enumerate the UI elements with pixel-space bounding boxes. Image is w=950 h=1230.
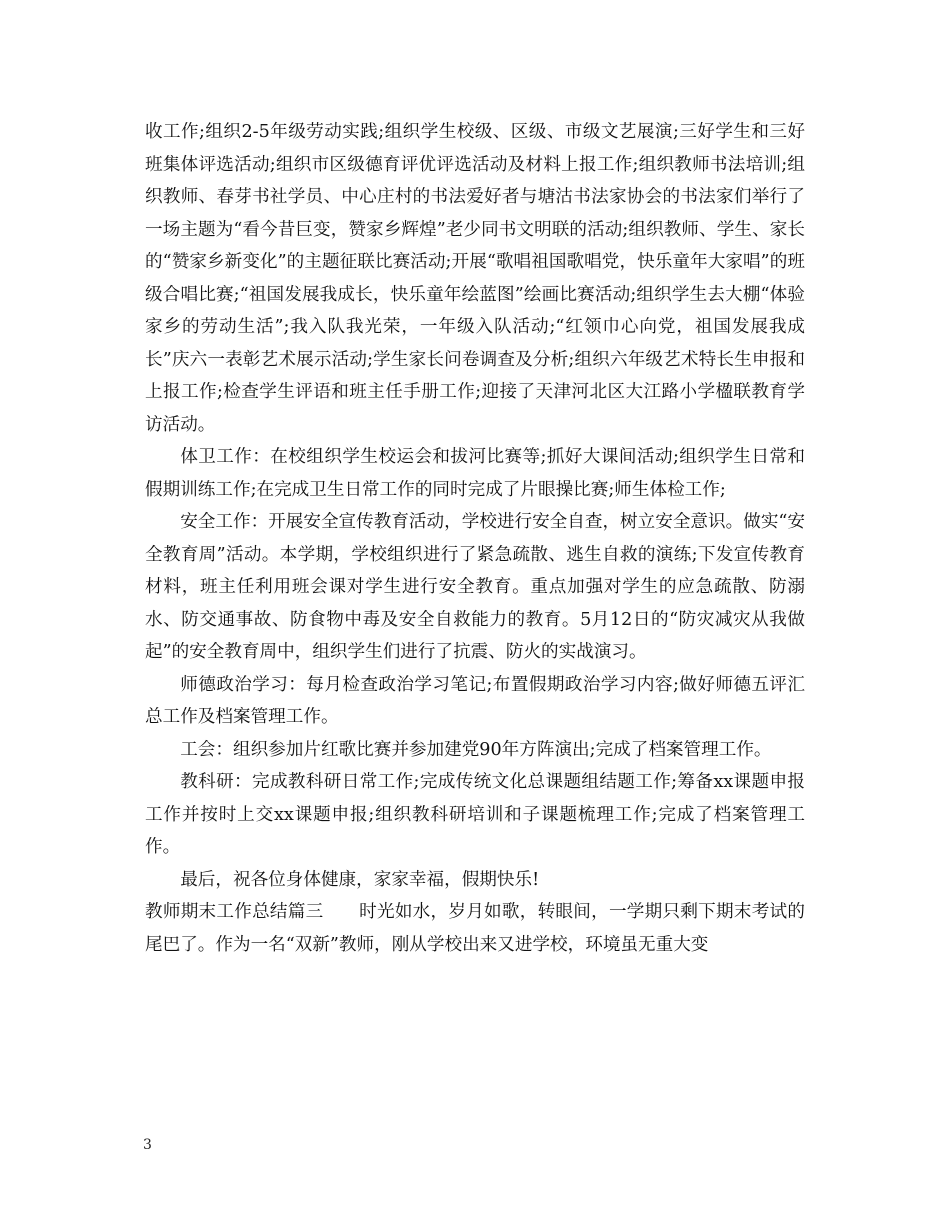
paragraph-continued: 收工作;组织2-5年级劳动实践;组织学生校级、区级、市级文艺展演;三好学生和三好班集体评选活动;组织市区级德育评优评选活动及材料上报工作;组织教师书法培训;组织教师、春芽书社学员、中心庄村的书法爱好者与塘沽书法家协会的书法家们举行了一场主题为“看今昔巨变，赞家乡辉煌”老少同书文明联的活动;组织教师、学生、家长的“赞家乡新变化”的主题征联比赛活动;开展“歌唱祖国歌唱党，快乐童年大家唱”的班级合唱比赛;“祖国发展我成长，快乐童年绘蓝图”绘画比赛活动;组织学生去大棚“体验家乡的劳动生活”;我入队我光荣，一年级入队活动;“红领巾心向党，祖国发展我成长”庆六一表彰艺术展示活动;学生家长问卷调查及分析;组织六年级艺术特长生申报和上报工作;检查学生评语和班主任手册工作;迎接了天津河北区大江路小学楹联教育学访活动。 [145, 122, 805, 435]
paragraph-part-three: 教师期末工作总结篇三 时光如水，岁月如歌，转眼间，一学期只剩下期末考试的尾巴了。作为一名“双新”教师，刚从学校出来又进学校，环境虽无重大变 [145, 902, 805, 955]
paragraph-research: 教科研：完成教科研日常工作;完成传统文化总课题组结题工作;筹备xx课题申报工作并按时上交xx课题申报;组织教科研培训和子课题梳理工作;完成了档案管理工作。 [145, 772, 805, 857]
paragraph-union: 工会：组织参加片红歌比赛并参加建党90年方阵演出;完成了档案管理工作。 [180, 739, 772, 760]
paragraph-ethics-study: 师德政治学习：每月检查政治学习笔记;布置假期政治学习内容;做好师德五评汇总工作及档案管理工作。 [145, 674, 805, 727]
document-body [145, 116, 805, 961]
page-number: 3 [143, 1137, 152, 1153]
paragraph-closing: 最后，祝各位身体健康，家家幸福，假期快乐! [180, 869, 540, 890]
paragraph-sports-health: 体卫工作：在校组织学生校运会和拔河比赛等;抓好大课间活动;组织学生日常和假期训练工作;在完成卫生日常工作的同时完成了片眼操比赛;师生体检工作; [145, 447, 805, 500]
paragraph-safety: 安全工作：开展安全宣传教育活动，学校进行安全自查，树立安全意识。做实“安全教育周”活动。本学期，学校组织进行了紧急疏散、逃生自救的演练;下发宣传教育材料，班主任利用班会课对学生进行安全教育。重点加强对学生的应急疏散、防溺水、防交通事故、防食物中毒及安全自救能力的教育。5月12日的“防灾减灾从我做起”的安全教育周中，组织学生们进行了抗震、防火的实战演习。 [145, 512, 805, 662]
